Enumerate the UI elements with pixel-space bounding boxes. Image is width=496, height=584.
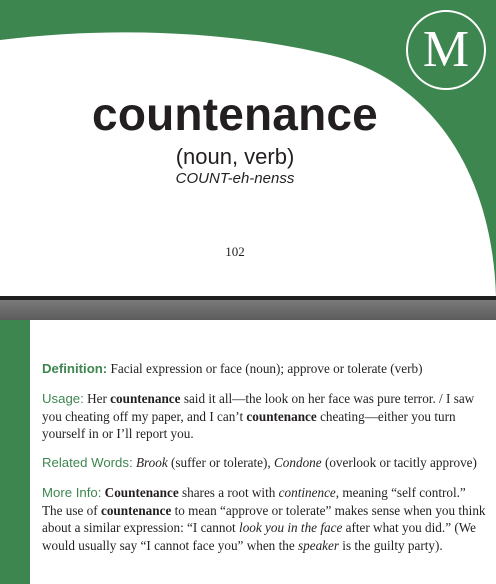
- more-info-bold-1: Countenance: [104, 485, 179, 500]
- related-word-1: Brook: [135, 455, 168, 470]
- more-info-italic-2: look you in the face: [239, 520, 343, 535]
- related-text-2: (overlook or tacitly approve): [324, 455, 477, 470]
- definition-label: Definition:: [42, 361, 108, 376]
- more-info-text-4: after what you did.” (We would usually say “I cannot face you” when the: [42, 520, 476, 553]
- usage-text-2: said it all—the look on her face was pure terror. / I saw you cheating off my paper, and I can’t: [42, 391, 475, 424]
- related-text-1: (suffer or tolerate),: [171, 455, 271, 470]
- usage-text-3: cheating—either you turn yourself in or I’ll report you.: [42, 408, 456, 441]
- headword: countenance: [92, 88, 378, 140]
- usage-label: Usage:: [42, 391, 84, 406]
- more-info-text-1: shares a root with: [181, 485, 276, 500]
- more-info-text-5: is the guilty party).: [342, 537, 443, 553]
- green-side-bar: [0, 320, 30, 584]
- pronunciation: COUNT-eh-nenss: [175, 170, 295, 187]
- related-label: Related Words:: [42, 455, 133, 470]
- more-info-text-3: to mean “approve or tolerate” makes sense when you think about a similar expression: “I cannot: [42, 502, 486, 535]
- part-of-speech: (noun, verb): [175, 144, 295, 169]
- related-words-entry: [42, 454, 488, 472]
- usage-text-1: Her: [87, 391, 107, 406]
- more-info-italic-3: speaker: [297, 537, 339, 553]
- more-info-text-2: meaning “self control.” The use of: [42, 485, 466, 518]
- more-info-label: More Info:: [42, 485, 102, 500]
- divider-band: [0, 300, 496, 320]
- brand-logo: [406, 10, 486, 90]
- definition-entry: [42, 360, 488, 378]
- flashcard-back: [0, 320, 496, 584]
- more-info-italic-1: continence,: [278, 485, 340, 500]
- logo-letter: M: [422, 21, 470, 78]
- more-info-entry: [42, 484, 488, 554]
- usage-entry: [42, 390, 488, 443]
- usage-bold-1: countenance: [110, 391, 181, 406]
- usage-bold-2: countenance: [246, 408, 317, 424]
- page-number: 102: [225, 244, 245, 259]
- definition-text: Facial expression or face (noun); approve or tolerate (verb): [110, 361, 423, 376]
- more-info-bold-2: countenance: [100, 502, 172, 518]
- related-word-2: Condone: [274, 455, 322, 470]
